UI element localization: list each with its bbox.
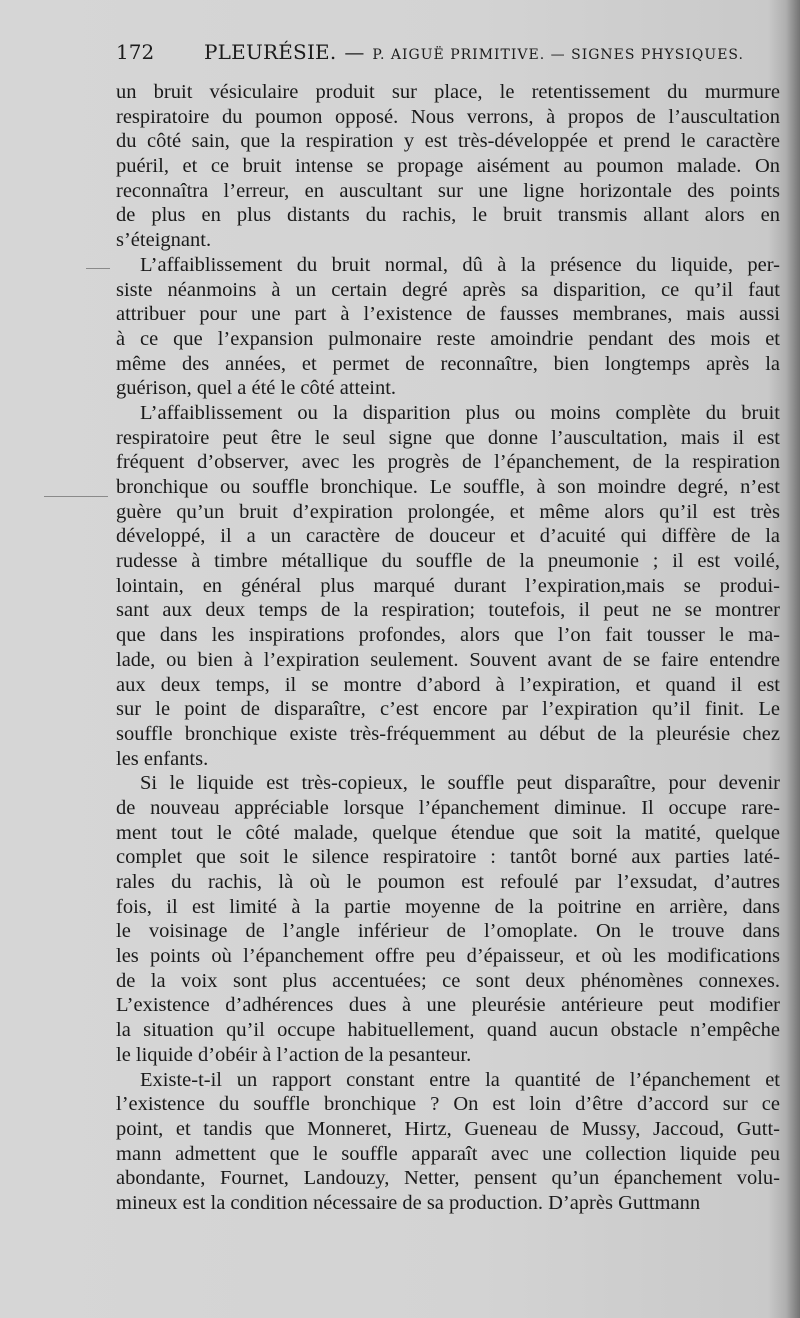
text-line: L’existence d’adhérences dues à une pleurésie antérieure peut modifier [116,994,780,1017]
text-line: L’affaiblissement du bruit normal, dû à la présence du liquide, per- [140,253,780,276]
text-line: souffle bronchique existe très-fréquemment au début de la pleurésie chez [116,722,780,745]
paragraph [116,1068,780,1216]
text-line: que dans les inspirations profondes, alors que l’on fait tousser le ma- [116,624,780,647]
text-line: du côté sain, que la respiration y est très-développée et prend le caractère [116,130,780,153]
text-line: mann admettent que le souffle apparaît avec une collection liquide peu [116,1142,780,1165]
text-line: de nouveau appréciable lorsque l’épanchement diminue. Il occupe rare- [116,796,780,819]
page-number: 172 [116,40,155,64]
text-line: à ce que l’expansion pulmonaire reste amoindrie pendant des mois et [116,327,780,350]
text-line: de plus en plus distants du rachis, le bruit transmis allant alors en [116,204,780,227]
text-line: ment tout le côté malade, quelque étendue que soit la matité, quelque [116,821,780,844]
text-line: s’éteignant. [116,229,212,252]
text-line: rales du rachis, là où le poumon est refoulé par l’exsudat, d’autres [116,871,780,893]
running-subtitle: P. AIGUË PRIMITIVE. — SIGNES PHYSIQUES. [372,47,744,63]
text-line: respiratoire peut être le seul signe que donne l’auscultation, mais il est [116,426,780,449]
text-line: de la voix sont plus accentuées; ce sont deux phénomènes connexes. [116,969,780,992]
text-line: l’existence du souffle bronchique ? On est loin d’être d’accord sur ce [116,1093,780,1116]
text-line: puéril, et ce bruit intense se propage aisément au poumon malade. On [116,155,780,178]
text-line: siste néanmoins à un certain degré après sa disparition, ce qu’il faut [116,278,780,301]
text-line: développé, il a un caractère de douceur et d’acuité qui diffère de la [116,525,780,548]
text-line: le liquide d’obéir à l’action de la pesanteur. [116,1043,472,1066]
page-edge-shadow [786,0,800,1318]
text-line: la situation qu’il occupe habituellement, quand aucun obstacle n’empêche [116,1019,780,1042]
text-line: guère qu’un bruit d’expiration prolongée, et même alors qu’il est très [116,500,780,523]
text-line: reconnaîtra l’erreur, en auscultant sur une ligne horizontale des points [116,179,780,202]
text-line: fois, il est limité à la partie moyenne de la poitrine en arrière, dans [116,895,780,918]
text-line: respiratoire du poumon opposé. Nous verrons, à propos de l’auscultation [116,105,780,128]
text-line: sant aux deux temps de la respiration; toutefois, il peut ne se montrer [116,599,780,622]
text-line: fréquent d’observer, avec les progrès de l’épanchement, de la respiration [116,451,780,474]
running-head [116,40,780,64]
text-line: bronchique ou souffle bronchique. Le souffle, à son moindre degré, n’est [116,476,780,498]
margin-mark [86,268,110,269]
text-line: un bruit vésiculaire produit sur place, le retentissement du murmure [116,81,780,103]
text-line: même des années, et permet de reconnaître, bien longtemps après la [116,352,780,375]
text-line: sur le point de disparaître, c’est encore par l’expiration qu’il finit. Le [116,698,780,721]
text-line: guérison, quel a été le côté atteint. [116,377,397,400]
text-line: attribuer pour une part à l’existence de fausses membranes, mais aussi [116,303,780,326]
text-line: mineux est la condition nécessaire de sa production. D’après Guttmann [116,1191,701,1214]
text-line: aux deux temps, il se montre d’abord à l’expiration, et quand il est [116,673,780,696]
paragraph [116,771,780,1067]
text-line: lade, ou bien à l’expiration seulement. Souvent avant de se faire entendre [116,648,780,671]
text-line: lointain, en général plus marqué durant l’expiration,mais se produi- [116,574,780,597]
paragraph [116,253,780,401]
paragraph [116,80,780,253]
text-line: les points où l’épanchement offre peu d’épaisseur, et où les modifications [116,945,780,968]
body-text [116,80,780,1216]
text-line: point, et tandis que Monneret, Hirtz, Gueneau de Mussy, Jaccoud, Gutt- [116,1117,780,1140]
text-line: rudesse à timbre métallique du souffle de la pneumonie ; il est voilé, [116,550,780,573]
text-line: les enfants. [116,747,209,770]
text-line: complet que soit le silence respiratoire : tantôt borné aux parties laté- [116,846,780,869]
text-line: abondante, Fournet, Landouzy, Netter, pensent qu’un épanchement volu- [116,1167,780,1190]
text-line: L’affaiblissement ou la disparition plus ou moins complète du bruit [140,401,780,424]
paragraph [116,401,780,771]
text-line: le voisinage de l’angle inférieur de l’omoplate. On le trouve dans [116,920,780,943]
running-title: PLEURÉSIE. [204,40,337,64]
text-line: Existe-t-il un rapport constant entre la quantité de l’épanchement et [140,1068,780,1091]
running-separator: — [344,40,365,64]
margin-mark [44,496,108,497]
text-line: Si le liquide est très-copieux, le souffle peut disparaître, pour devenir [140,772,780,795]
